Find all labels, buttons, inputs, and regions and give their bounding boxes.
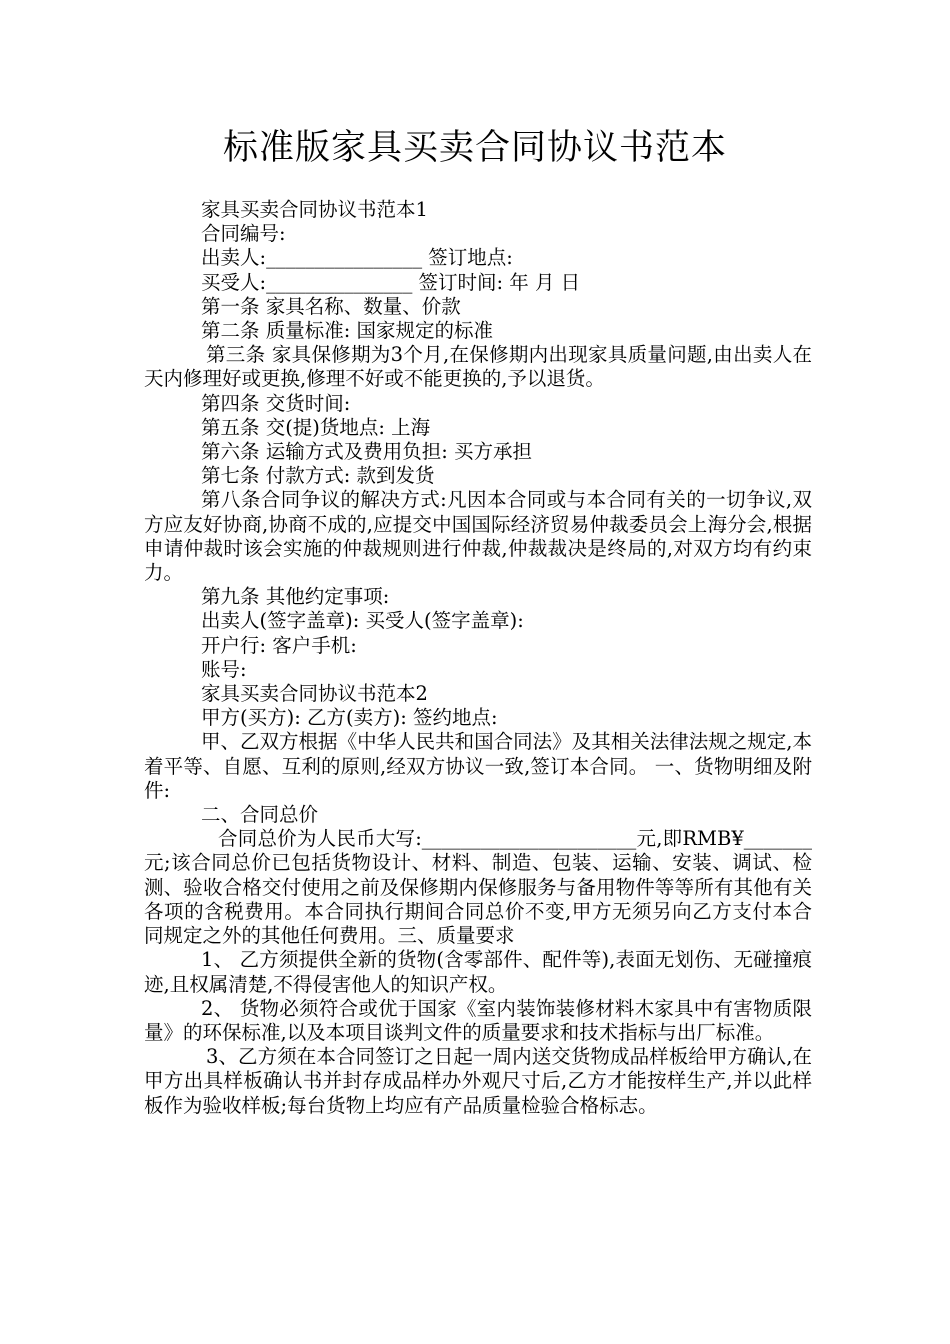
article-7: 第七条 付款方式: 款到发货: [201, 464, 435, 488]
document-title: 标准版家具买卖合同协议书范本: [222, 128, 727, 168]
article-1: 第一条 家具名称、数量、价款: [201, 294, 461, 318]
article-9: 第九条 其他约定事项:: [201, 585, 390, 609]
quality-item-1: 1、 乙方须提供全新的货物(含零部件、配件等),表面无划伤、无碰撞痕迹,且权属清楚,不得侵害他人的知识产权。: [144, 948, 812, 996]
bank-line: 开户行: 客户手机:: [201, 633, 357, 657]
article-8: 第八条合同争议的解决方式:凡因本合同或与本合同有关的一切争议,双方应友好协商,协商不成的,应提交中国国际经济贸易仲裁委员会上海分会,根据申请仲裁时该会实施的仲裁规则进行仲裁,仲裁裁决是终局的,对双方均有约束力。: [144, 488, 812, 585]
document-body: [144, 198, 812, 1118]
seller-line: 出卖人:________________ 签订地点:: [201, 246, 513, 270]
contract-number-line: 合同编号:: [201, 222, 286, 246]
total-price-paragraph: 合同总价为人民币大写:______________________元,即RMB¥_______元;该合同总价已包括货物设计、材料、制造、包装、运输、安装、调试、检测、验收合格交付使用之前及保修期内保修服务与备用物件等等所有其他有关各项的含税费用。本合同执行期间合同总价不变,甲方无须另向乙方支付本合同规定之外的其他任何费用。三、质量要求: [144, 827, 812, 948]
article-4: 第四条 交货时间:: [201, 391, 351, 415]
account-line: 账号:: [201, 657, 247, 681]
section-heading-1: 家具买卖合同协议书范本1: [201, 198, 428, 221]
preamble-paragraph: 甲、乙双方根据《中华人民共和国合同法》及其相关法律法规之规定,本着平等、自愿、互利的原则,经双方协议一致,签订本合同。 一、货物明细及附件:: [144, 730, 812, 802]
article-5: 第五条 交(提)货地点: 上海: [201, 415, 431, 439]
parties-line: 甲方(买方): 乙方(卖方): 签约地点:: [201, 706, 498, 730]
quality-item-2: 2、 货物必须符合或优于国家《室内装饰装修材料木家具中有害物质限量》的环保标准,以及本项目谈判文件的质量要求和技术指标与出厂标准。: [144, 996, 812, 1044]
article-2: 第二条 质量标准: 国家规定的标准: [201, 319, 493, 343]
quality-item-3: 3、乙方须在本合同签订之日起一周内送交货物成品样板给甲方确认,在甲方出具样板确认书并封存成品样办外观尺寸后,乙方才能按样生产,并以此样板作为验收样板;每台货物上均应有产品质量检验合格标志。: [144, 1045, 812, 1117]
article-3: 第三条 家具保修期为3个月,在保修期内出现家具质量问题,由出卖人在 天内修理好或更换,修理不好或不能更换的,予以退货。: [144, 343, 812, 391]
article-6: 第六条 运输方式及费用负担: 买方承担: [201, 440, 532, 464]
section-heading-2: 家具买卖合同协议书范本2: [201, 682, 428, 706]
buyer-line: 买受人:_______________ 签订时间: 年 月 日: [201, 270, 581, 294]
total-price-heading: 二、合同总价: [201, 803, 319, 827]
signature-line: 出卖人(签字盖章): 买受人(签字盖章):: [201, 609, 524, 633]
